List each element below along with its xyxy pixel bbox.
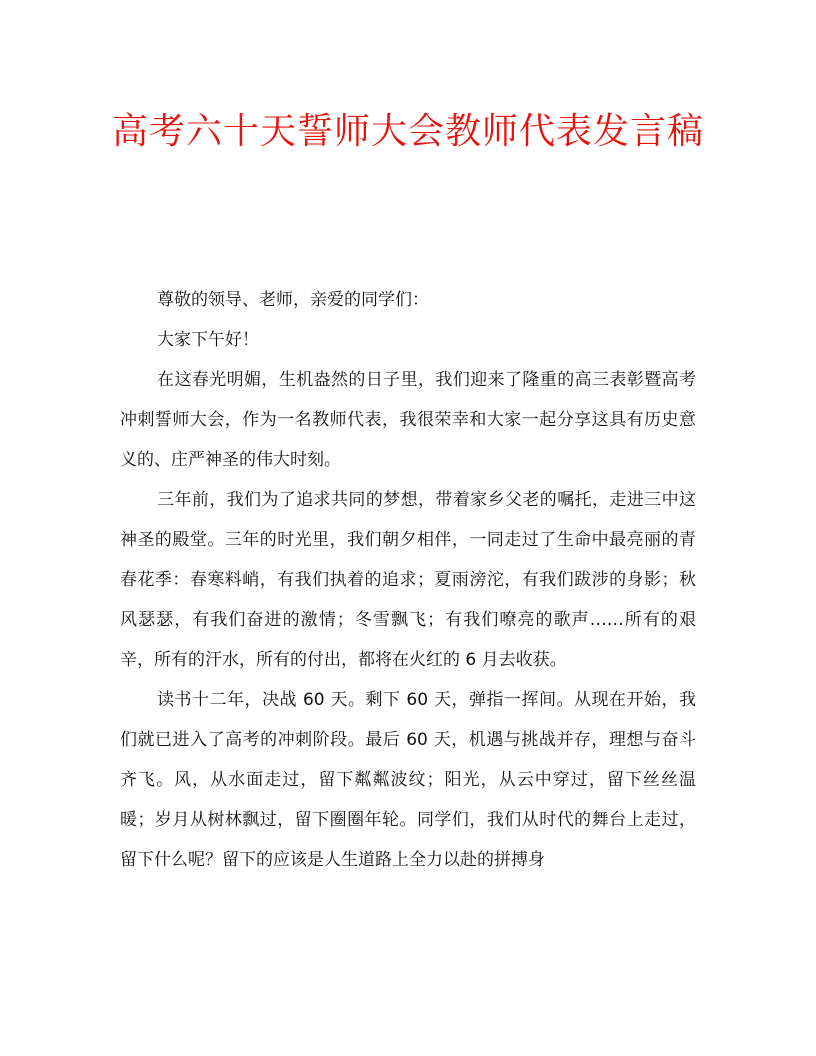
greeting: 大家下午好！ [157,330,260,350]
speech-body [120,280,696,880]
paragraph: 在这春光明媚，生机盎然的日子里，我们迎来了隆重的高三表彰暨高考冲刺誓师大会，作为一名教师代表，我很荣幸和大家一起分享这具有历史意义的、庄严神圣的伟大时刻。 [120,370,696,470]
page-title: 高考六十天誓师大会教师代表发言稿 [111,111,704,152]
paragraph: 读书十二年，决战 60 天。剩下 60 天，弹指一挥间。从现在开始，我们就已进入了高考的冲刺阶段。最后 60 天，机遇与挑战并存，理想与奋斗齐飞。风，从水面走过，留下粼粼波纹；阳光，从云中穿过，留下丝丝温暖；岁月从树林飘过，留下圈圈年轮。同学们，我们从时代的舞台上走过，留下什么呢？留下的应该是人生道路上全力以赴的拼搏身 [120,690,696,870]
salutation: 尊敬的领导、老师，亲爱的同学们： [157,290,430,310]
paragraph: 三年前，我们为了追求共同的梦想，带着家乡父老的嘱托，走进三中这神圣的殿堂。三年的时光里，我们朝夕相伴，一同走过了生命中最亮丽的青春花季：春寒料峭，有我们执着的追求；夏雨滂沱，有我们跋涉的身影；秋风瑟瑟，有我们奋进的激情；冬雪飘飞；有我们嘹亮的歌声……所有的艰辛，所有的汗水，所有的付出，都将在火红的 6 月去收获。 [120,490,696,670]
